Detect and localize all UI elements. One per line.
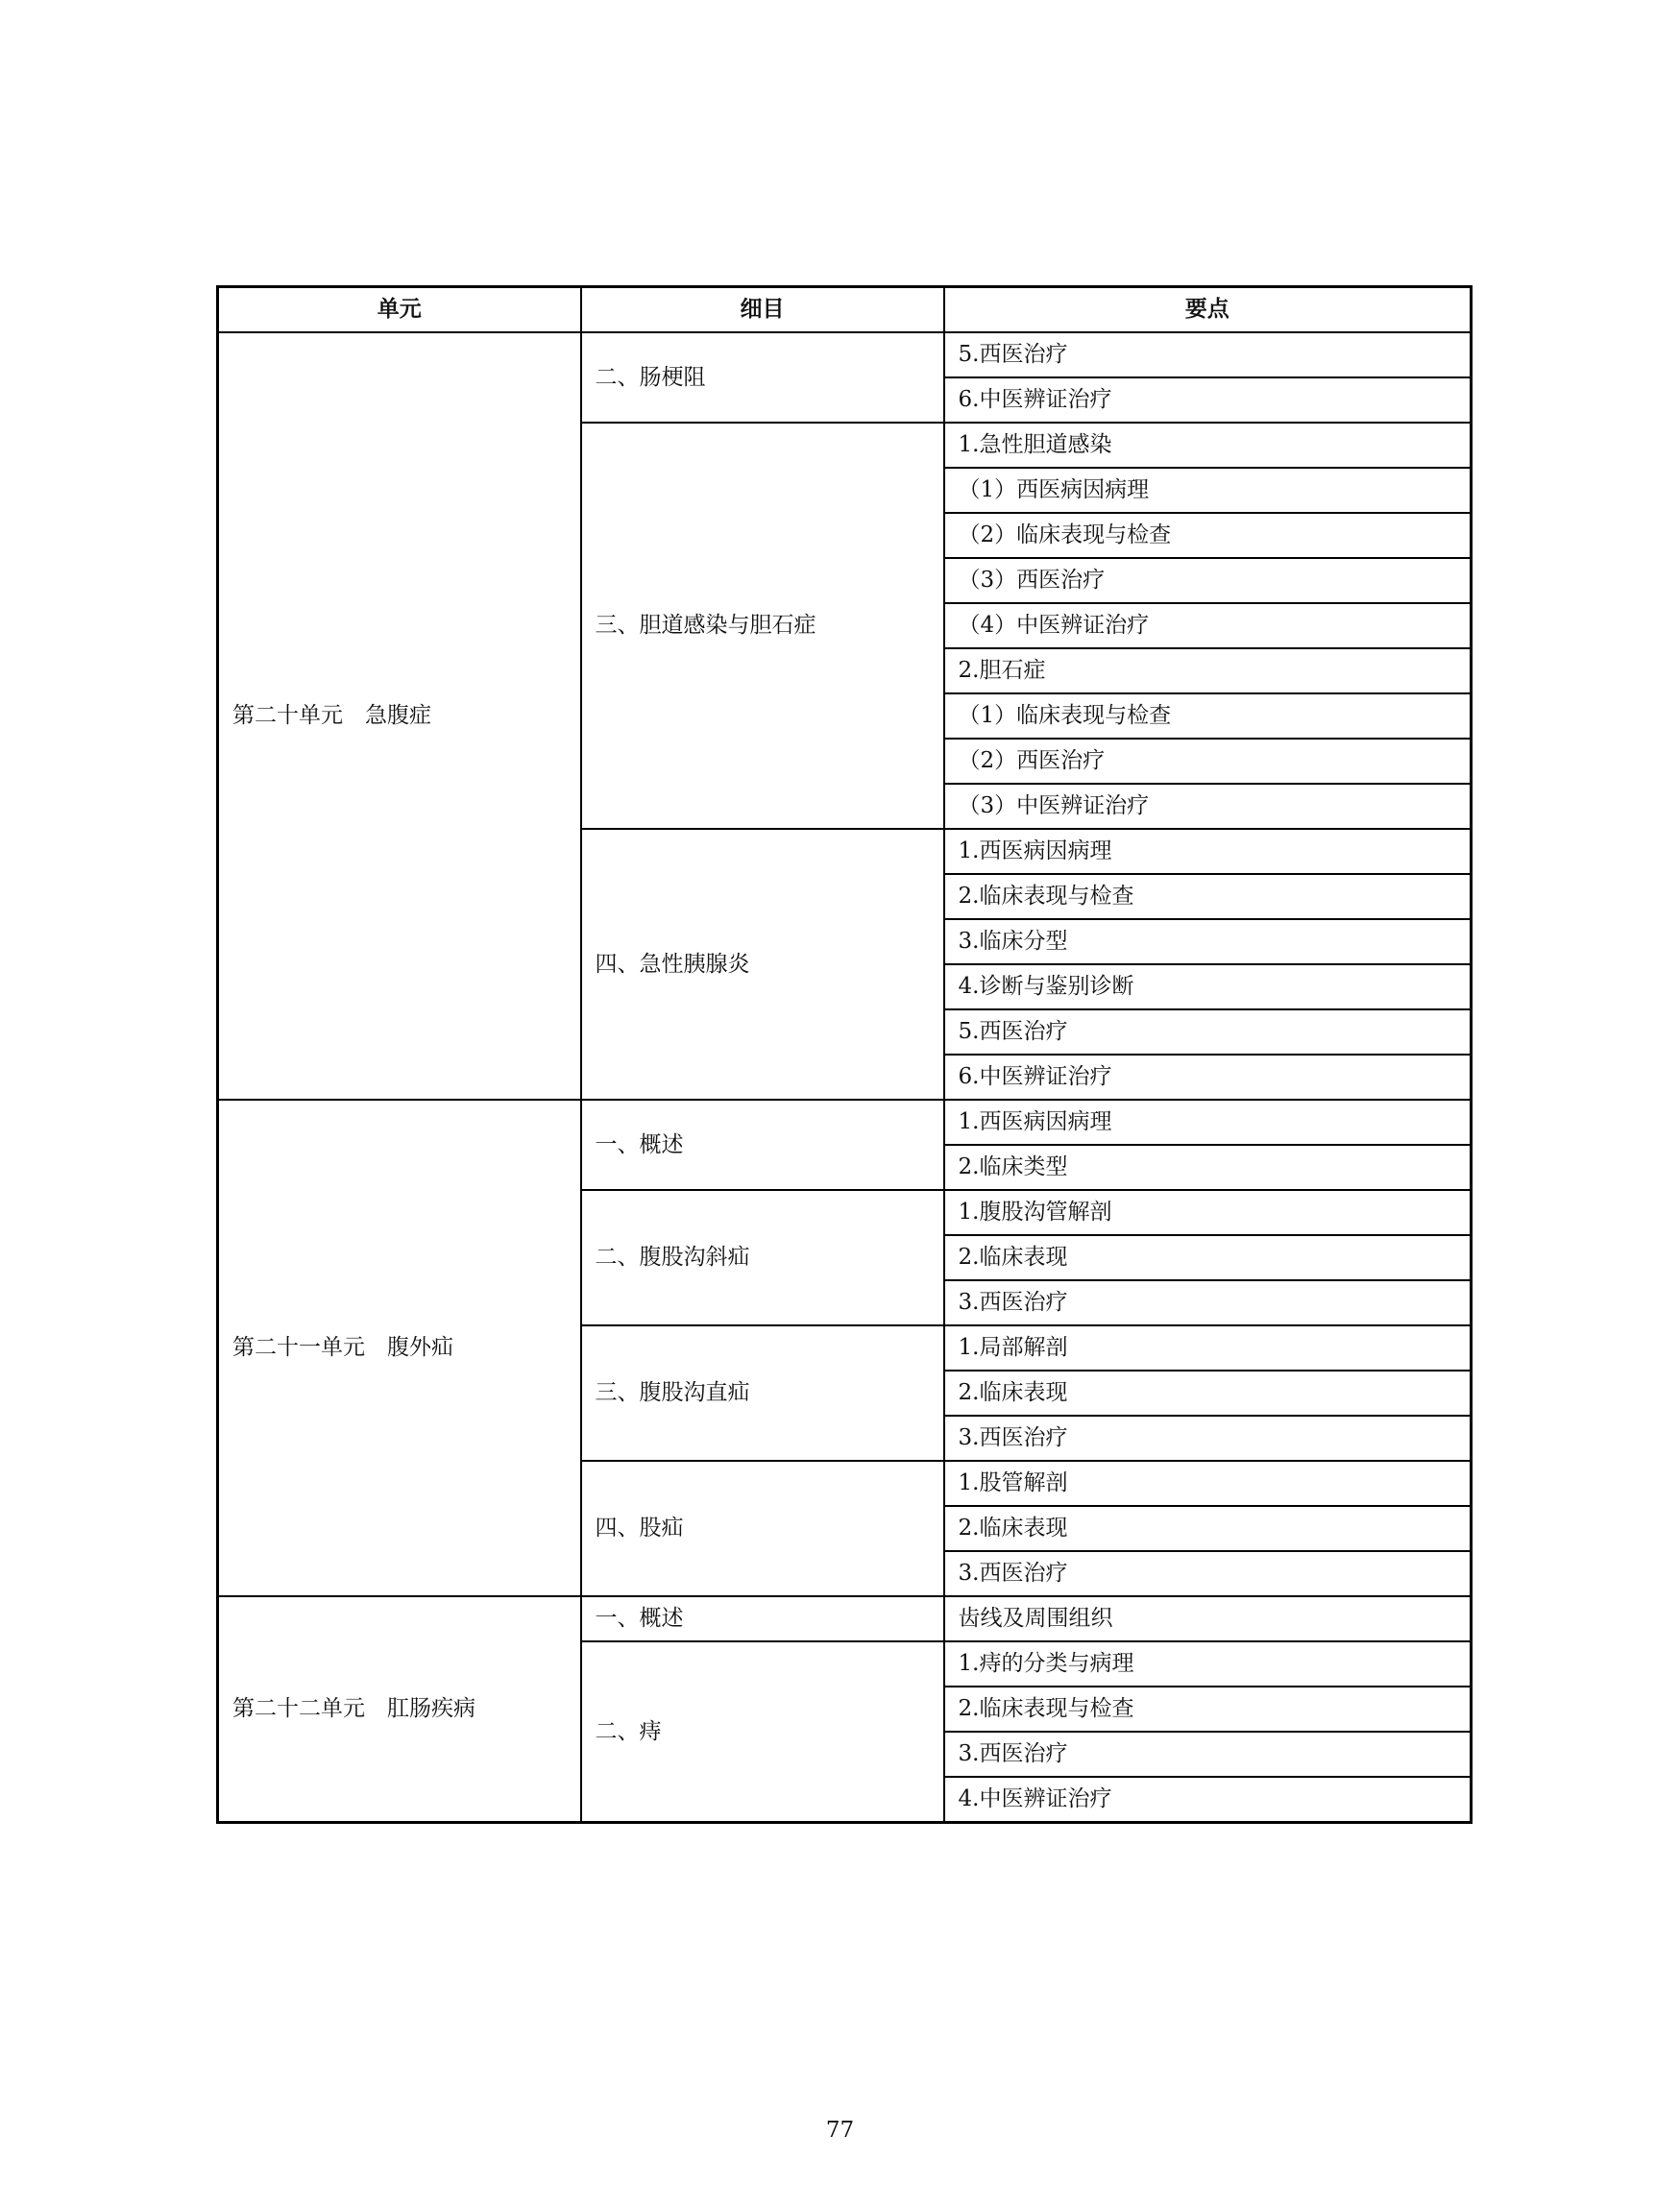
point-cell: （4）中医辨证治疗 xyxy=(944,603,1472,648)
point-cell: 3.西医治疗 xyxy=(944,1732,1472,1777)
point-cell: 1.腹股沟管解剖 xyxy=(944,1190,1472,1235)
unit-cell: 第二十二单元 肛肠疾病 xyxy=(218,1596,581,1823)
table-row xyxy=(218,332,1472,377)
point-cell: 3.西医治疗 xyxy=(944,1416,1472,1461)
item-cell: 二、痔 xyxy=(581,1641,944,1823)
point-cell: 5.西医治疗 xyxy=(944,332,1472,377)
point-cell: 2.临床表现 xyxy=(944,1371,1472,1416)
syllabus-table xyxy=(216,285,1473,1824)
point-cell: （1）西医病因病理 xyxy=(944,468,1472,513)
point-cell: 3.西医治疗 xyxy=(944,1280,1472,1325)
point-cell: 1.西医病因病理 xyxy=(944,829,1472,874)
point-cell: 6.中医辨证治疗 xyxy=(944,377,1472,423)
item-cell: 二、腹股沟斜疝 xyxy=(581,1190,944,1325)
point-cell: 1.痔的分类与病理 xyxy=(944,1641,1472,1687)
point-cell: （1）临床表现与检查 xyxy=(944,693,1472,739)
table-body xyxy=(218,332,1472,1823)
table-row xyxy=(218,1100,1472,1145)
point-cell: 2.临床表现 xyxy=(944,1235,1472,1280)
point-cell: （2）西医治疗 xyxy=(944,739,1472,784)
point-cell: 2.临床类型 xyxy=(944,1145,1472,1190)
unit-cell: 第二十单元 急腹症 xyxy=(218,332,581,1100)
point-cell: 4.中医辨证治疗 xyxy=(944,1777,1472,1823)
item-cell: 三、腹股沟直疝 xyxy=(581,1325,944,1461)
point-cell: 齿线及周围组织 xyxy=(944,1596,1472,1641)
point-cell: 6.中医辨证治疗 xyxy=(944,1055,1472,1100)
unit-cell: 第二十一单元 腹外疝 xyxy=(218,1100,581,1596)
item-cell: 一、概述 xyxy=(581,1596,944,1641)
point-cell: 3.临床分型 xyxy=(944,919,1472,964)
item-cell: 一、概述 xyxy=(581,1100,944,1190)
table-row xyxy=(218,1596,1472,1641)
item-cell: 二、肠梗阻 xyxy=(581,332,944,423)
item-cell: 四、股疝 xyxy=(581,1461,944,1596)
point-cell: （2）临床表现与检查 xyxy=(944,513,1472,558)
point-cell: 3.西医治疗 xyxy=(944,1551,1472,1596)
point-cell: 1.局部解剖 xyxy=(944,1325,1472,1371)
point-cell: 1.急性胆道感染 xyxy=(944,423,1472,468)
page-number: 77 xyxy=(825,2118,855,2143)
point-cell: 2.临床表现与检查 xyxy=(944,1687,1472,1732)
point-cell: 2.胆石症 xyxy=(944,648,1472,693)
point-cell: 4.诊断与鉴别诊断 xyxy=(944,964,1472,1009)
item-cell: 四、急性胰腺炎 xyxy=(581,829,944,1100)
item-cell: 三、胆道感染与胆石症 xyxy=(581,423,944,829)
header-item: 细目 xyxy=(581,287,944,333)
point-cell: 2.临床表现 xyxy=(944,1506,1472,1551)
header-unit: 单元 xyxy=(218,287,581,333)
point-cell: 2.临床表现与检查 xyxy=(944,874,1472,919)
header-point: 要点 xyxy=(944,287,1472,333)
point-cell: （3）西医治疗 xyxy=(944,558,1472,603)
point-cell: 1.西医病因病理 xyxy=(944,1100,1472,1145)
table-header-row xyxy=(218,287,1472,333)
point-cell: 1.股管解剖 xyxy=(944,1461,1472,1506)
point-cell: （3）中医辨证治疗 xyxy=(944,784,1472,829)
point-cell: 5.西医治疗 xyxy=(944,1009,1472,1055)
